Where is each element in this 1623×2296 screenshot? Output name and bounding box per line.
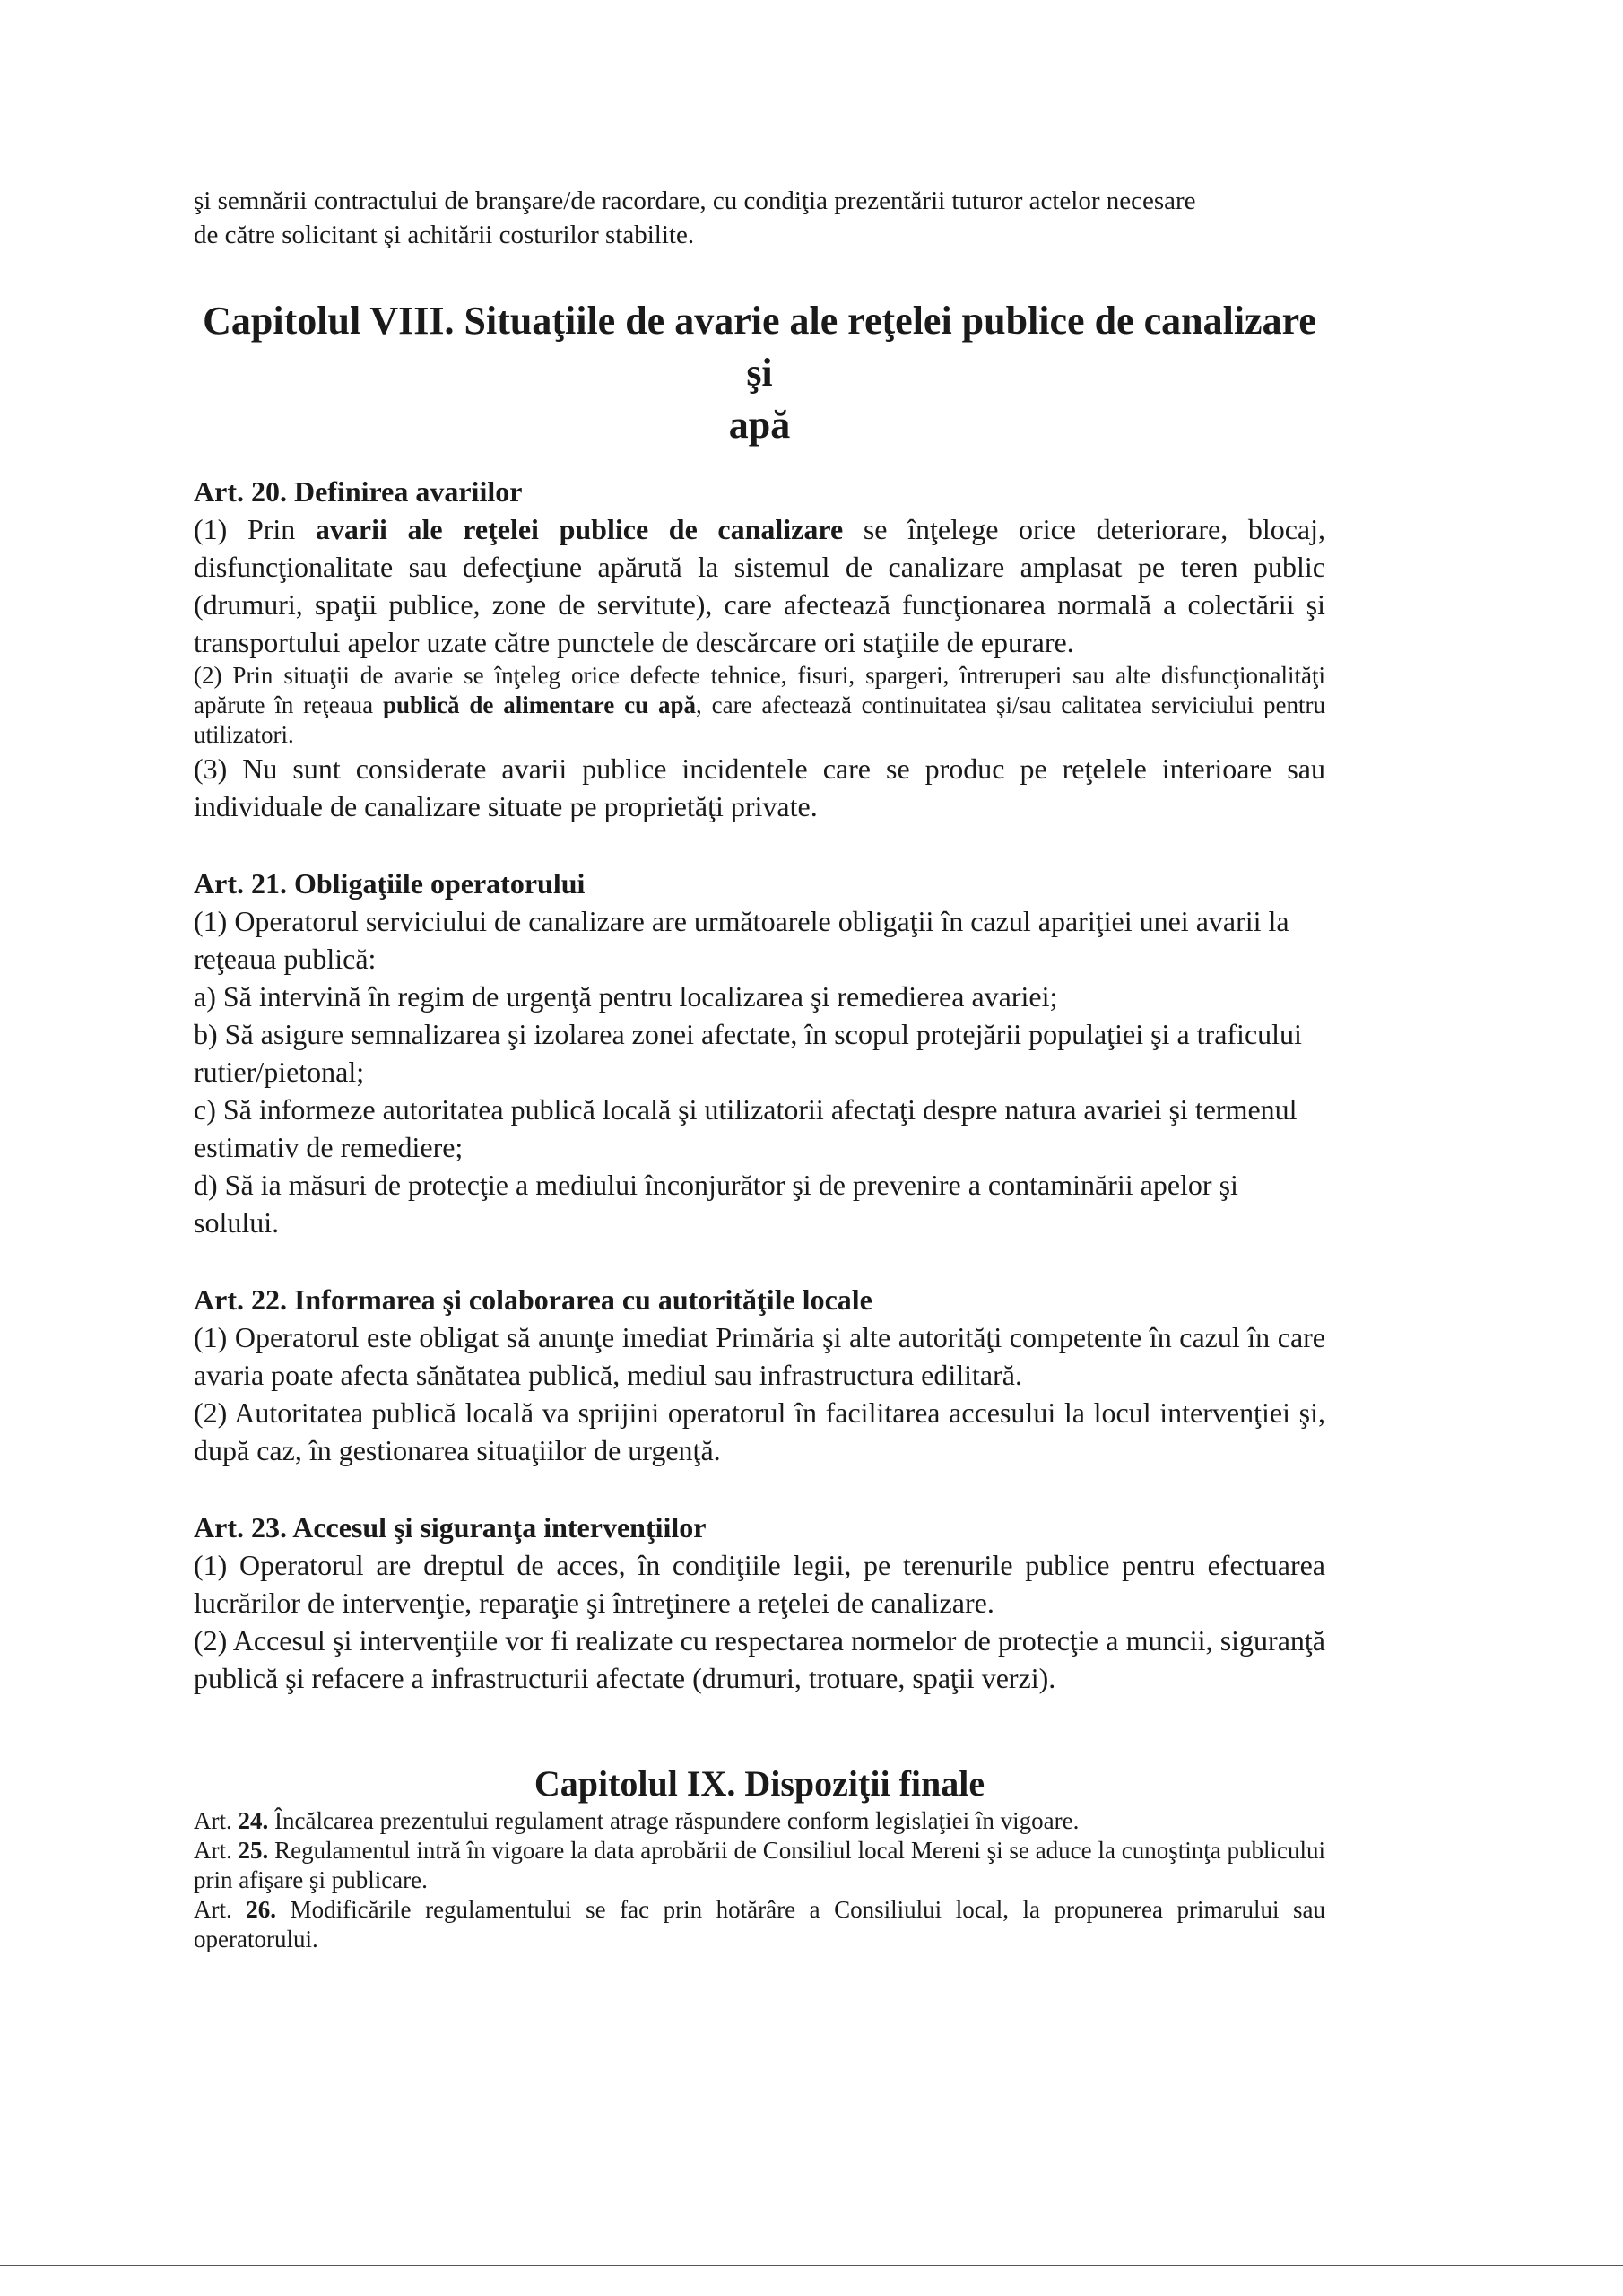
intro-paragraph xyxy=(194,184,1325,252)
page-content xyxy=(194,184,1325,1954)
article-23-paragraph-2: (2) Accesul şi intervenţiile vor fi realizate cu respectarea normelor de protecţie a muncii, siguranţă publică şi refacere a infrastructurii afectate (drumuri, trotuare, spaţii verzi). xyxy=(194,1624,1325,1694)
article-26-text: Modificările regulamentului se fac prin hotărâre a Consiliului local, la propunerea primarului sau operatorului. xyxy=(194,1896,1325,1952)
article-20-heading: Art. 20. Definirea avariilor xyxy=(194,475,523,508)
article-24 xyxy=(194,1806,1325,1836)
chapter-9-title: Capitolul IX. Dispoziţii finale xyxy=(534,1763,985,1804)
article-25 xyxy=(194,1836,1325,1895)
intro-line-1: şi semnării contractului de branşare/de racordare, cu condiţia prezentării tuturor actelor necesare xyxy=(194,187,1196,215)
article-20-p2-bold: publică de alimentare cu apă xyxy=(383,691,696,718)
article-21-item-c: c) Să informeze autoritatea publică locală şi utilizatorii afectaţi despre natura avariei şi termenul estimativ de remediere; xyxy=(194,1093,1298,1163)
article-24-label: Art. xyxy=(194,1807,239,1834)
article-20-paragraph-1 xyxy=(194,510,1325,661)
article-23-heading: Art. 23. Accesul şi siguranţa intervenţiilor xyxy=(194,1511,707,1544)
article-21 xyxy=(194,865,1325,1241)
article-22-paragraph-2: (2) Autoritatea publică locală va sprijini operatorul în facilitarea accesului la locul intervenţiei şi, după caz, în gestionarea situaţiilor de urgenţă. xyxy=(194,1396,1325,1466)
article-22-paragraph-1: (1) Operatorul este obligat să anunţe imediat Primăria şi alte autorităţi competente în cazul în care avaria poate afecta sănătatea publică, mediul sau infrastructura edilitară. xyxy=(194,1321,1325,1391)
article-25-number: 25. xyxy=(238,1837,269,1864)
article-20-p1-bold: avarii ale reţelei publice de canalizare xyxy=(315,513,844,545)
article-20-p2-prefix: (2) Prin situaţii de avarie se înţeleg orice defecte tehnice, fisuri, spargeri, întreruperi sau alte disfuncţionalităţi apărute în reţeaua xyxy=(194,662,1325,718)
bottom-scan-edge-line xyxy=(0,2265,1623,2266)
article-23 xyxy=(194,1509,1325,1697)
final-provisions xyxy=(194,1806,1325,1954)
chapter-8-title-line-1: Capitolul VIII. Situaţiile de avarie ale reţelei publice de canalizare şi xyxy=(203,299,1316,395)
article-26 xyxy=(194,1895,1325,1954)
chapter-8-title-line-2: apă xyxy=(728,403,791,447)
article-24-number: 24. xyxy=(238,1807,269,1834)
article-25-text: Regulamentul intră în vigoare la data aprobării de Consiliul local Mereni şi se aduce la cunoştinţa publicului prin afişare şi publicare. xyxy=(194,1837,1325,1893)
article-21-paragraph-1: (1) Operatorul serviciului de canalizare are următoarele obligaţii în cazul apariţiei unei avarii la reţeaua publică: xyxy=(194,905,1289,975)
article-20-p1-rest: se înţelege orice deteriorare, blocaj, disfuncţionalitate sau defecţiune apărută la sistemul de canalizare amplasat pe teren public (drumuri, spaţii publice, zone de servitute), care afectează funcţionarea normală a colectării şi transportului apelor uzate către punctele de descărcare ori staţiile de epurare. xyxy=(194,513,1326,658)
article-21-item-d: d) Să ia măsuri de protecţie a mediului înconjurător şi de prevenire a contaminării apelor şi solului. xyxy=(194,1169,1238,1239)
article-24-text: Încălcarea prezentului regulament atrage răspundere conform legislaţiei în vigoare. xyxy=(268,1807,1080,1834)
article-21-item-a: a) Să intervină în regim de urgenţă pentru localizarea şi remedierea avariei; xyxy=(194,980,1058,1013)
article-20 xyxy=(194,473,1325,825)
article-25-label: Art. xyxy=(194,1837,239,1864)
article-26-number: 26. xyxy=(246,1896,277,1923)
chapter-8-title xyxy=(194,295,1325,451)
article-20-paragraph-3: (3) Nu sunt considerate avarii publice incidentele care se produc pe reţelele interioare sau individuale de canalizare situate pe proprietăţi private. xyxy=(194,752,1325,822)
article-21-item-b: b) Să asigure semnalizarea şi izolarea zonei afectate, în scopul protejării populaţiei şi a traficului rutier/pietonal; xyxy=(194,1018,1302,1088)
article-26-label: Art. xyxy=(194,1896,247,1923)
article-23-paragraph-1: (1) Operatorul are dreptul de acces, în condiţiile legii, pe terenurile publice pentru efectuarea lucrărilor de intervenţie, reparaţie şi întreţinere a reţelei de canalizare. xyxy=(194,1549,1325,1619)
article-21-heading: Art. 21. Obligaţiile operatorului xyxy=(194,867,586,900)
article-20-paragraph-2 xyxy=(194,661,1325,750)
intro-line-2: de către solicitant şi achitării costurilor stabilite. xyxy=(194,221,695,249)
article-20-p2-rest: , care afectează continuitatea şi/sau calitatea serviciului pentru utilizatori. xyxy=(194,691,1325,748)
article-22-heading: Art. 22. Informarea şi colaborarea cu autorităţile locale xyxy=(194,1283,872,1316)
article-22 xyxy=(194,1281,1325,1469)
article-20-p1-prefix: (1) Prin xyxy=(194,513,316,545)
